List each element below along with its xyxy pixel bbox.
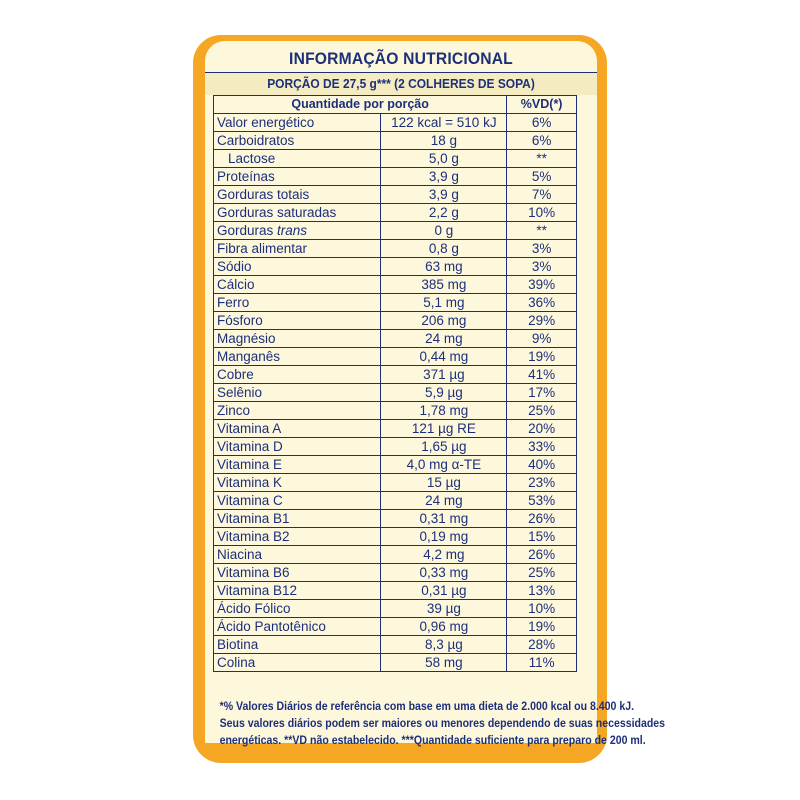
table-row bbox=[214, 582, 577, 600]
table-row bbox=[214, 132, 577, 150]
portion-text: PORÇÃO DE 27,5 g*** (2 COLHERES DE SOPA) bbox=[267, 76, 535, 91]
nutrient-vd: 36% bbox=[507, 294, 577, 312]
footnote-line: *% Valores Diários de referência com base em uma dieta de 2.000 kcal ou 8.400 kJ. bbox=[219, 699, 635, 713]
nutrient-vd: 26% bbox=[507, 546, 577, 564]
table-row bbox=[214, 438, 577, 456]
table-row bbox=[214, 564, 577, 582]
nutrient-amount: 3,9 g bbox=[381, 168, 507, 186]
nutrient-name: Zinco bbox=[214, 402, 381, 420]
nutrient-vd: ** bbox=[507, 222, 577, 240]
table-row bbox=[214, 402, 577, 420]
table-row bbox=[214, 186, 577, 204]
nutrient-amount: 0,31 mg bbox=[381, 510, 507, 528]
table-row bbox=[214, 618, 577, 636]
nutrient-name: Vitamina B6 bbox=[214, 564, 381, 582]
table-row bbox=[214, 312, 577, 330]
nutrient-name: Vitamina B2 bbox=[214, 528, 381, 546]
table-row bbox=[214, 240, 577, 258]
nutrient-amount: 0,19 mg bbox=[381, 528, 507, 546]
nutrient-amount: 0 g bbox=[381, 222, 507, 240]
table-row bbox=[214, 114, 577, 132]
nutrient-name: Gorduras trans bbox=[214, 222, 381, 240]
nutrient-amount: 2,2 g bbox=[381, 204, 507, 222]
nutrient-amount: 0,8 g bbox=[381, 240, 507, 258]
table-row bbox=[214, 528, 577, 546]
nutrient-vd: 39% bbox=[507, 276, 577, 294]
table-row bbox=[214, 600, 577, 618]
nutrient-amount: 0,33 mg bbox=[381, 564, 507, 582]
table-row bbox=[214, 294, 577, 312]
nutrient-vd: 26% bbox=[507, 510, 577, 528]
table-row bbox=[214, 330, 577, 348]
table-row bbox=[214, 276, 577, 294]
nutrient-amount: 39 µg bbox=[381, 600, 507, 618]
table-row bbox=[214, 204, 577, 222]
table-row bbox=[214, 366, 577, 384]
nutrient-name: Sódio bbox=[214, 258, 381, 276]
nutrient-vd: 5% bbox=[507, 168, 577, 186]
nutrient-vd: 23% bbox=[507, 474, 577, 492]
nutrition-rows bbox=[214, 114, 577, 672]
nutrient-vd: 6% bbox=[507, 132, 577, 150]
header-quantity: Quantidade por porção bbox=[214, 96, 507, 114]
nutrient-vd: 6% bbox=[507, 114, 577, 132]
nutrient-vd: 29% bbox=[507, 312, 577, 330]
nutrient-amount: 1,65 µg bbox=[381, 438, 507, 456]
nutrient-name: Gorduras saturadas bbox=[214, 204, 381, 222]
nutrient-name: Vitamina E bbox=[214, 456, 381, 474]
nutrient-vd: 7% bbox=[507, 186, 577, 204]
nutrient-name: Vitamina A bbox=[214, 420, 381, 438]
nutrient-amount: 4,2 mg bbox=[381, 546, 507, 564]
nutrient-amount: 4,0 mg α-TE bbox=[381, 456, 507, 474]
table-row bbox=[214, 168, 577, 186]
nutrient-name: Ácido Fólico bbox=[214, 600, 381, 618]
nutrient-amount: 18 g bbox=[381, 132, 507, 150]
nutrient-name: Vitamina D bbox=[214, 438, 381, 456]
nutrient-name: Vitamina B1 bbox=[214, 510, 381, 528]
table-row bbox=[214, 456, 577, 474]
nutrient-vd: 11% bbox=[507, 654, 577, 672]
nutrient-amount: 58 mg bbox=[381, 654, 507, 672]
nutrient-amount: 5,0 g bbox=[381, 150, 507, 168]
nutrient-amount: 5,9 µg bbox=[381, 384, 507, 402]
nutrient-name: Vitamina B12 bbox=[214, 582, 381, 600]
table-row bbox=[214, 636, 577, 654]
nutrient-amount: 5,1 mg bbox=[381, 294, 507, 312]
nutrient-vd: 28% bbox=[507, 636, 577, 654]
table-row bbox=[214, 546, 577, 564]
table-row bbox=[214, 222, 577, 240]
nutrient-vd: ** bbox=[507, 150, 577, 168]
nutrient-name: Colina bbox=[214, 654, 381, 672]
nutrient-amount: 371 µg bbox=[381, 366, 507, 384]
nutrient-name: Ferro bbox=[214, 294, 381, 312]
table-row bbox=[214, 474, 577, 492]
nutrient-amount: 0,44 mg bbox=[381, 348, 507, 366]
nutrient-amount: 385 mg bbox=[381, 276, 507, 294]
nutrient-name: Valor energético bbox=[214, 114, 381, 132]
nutrient-amount: 1,78 mg bbox=[381, 402, 507, 420]
trans-italic: trans bbox=[277, 223, 308, 238]
nutrient-name: Fósforo bbox=[214, 312, 381, 330]
nutrient-name: Selênio bbox=[214, 384, 381, 402]
nutrient-vd: 13% bbox=[507, 582, 577, 600]
table-row bbox=[214, 510, 577, 528]
table-row bbox=[214, 420, 577, 438]
nutrient-amount: 122 kcal = 510 kJ bbox=[381, 114, 507, 132]
nutrient-vd: 10% bbox=[507, 600, 577, 618]
nutrient-amount: 24 mg bbox=[381, 330, 507, 348]
nutrient-name: Vitamina K bbox=[214, 474, 381, 492]
nutrient-vd: 25% bbox=[507, 402, 577, 420]
table-row bbox=[214, 150, 577, 168]
nutrient-name: Proteínas bbox=[214, 168, 381, 186]
nutrient-vd: 19% bbox=[507, 618, 577, 636]
footnote-line: Seus valores diários podem ser maiores ou menores dependendo de suas necessidades bbox=[219, 716, 666, 730]
nutrient-name: Cálcio bbox=[214, 276, 381, 294]
nutrient-amount: 63 mg bbox=[381, 258, 507, 276]
table-row bbox=[214, 258, 577, 276]
nutrient-amount: 15 µg bbox=[381, 474, 507, 492]
nutrient-vd: 41% bbox=[507, 366, 577, 384]
nutrient-name: Fibra alimentar bbox=[214, 240, 381, 258]
table-row bbox=[214, 654, 577, 672]
nutrient-vd: 9% bbox=[507, 330, 577, 348]
nutrient-vd: 19% bbox=[507, 348, 577, 366]
nutrient-vd: 10% bbox=[507, 204, 577, 222]
nutrient-amount: 0,96 mg bbox=[381, 618, 507, 636]
table-row bbox=[214, 348, 577, 366]
nutrient-vd: 40% bbox=[507, 456, 577, 474]
nutrient-amount: 206 mg bbox=[381, 312, 507, 330]
nutrient-name: Lactose bbox=[214, 150, 381, 168]
label-title: INFORMAÇÃO NUTRICIONAL bbox=[289, 49, 513, 68]
table-header-row bbox=[214, 96, 577, 114]
nutrient-vd: 25% bbox=[507, 564, 577, 582]
nutrition-label-panel bbox=[193, 35, 666, 763]
nutrient-name: Manganês bbox=[214, 348, 381, 366]
nutrient-vd: 17% bbox=[507, 384, 577, 402]
nutrient-name: Niacina bbox=[214, 546, 381, 564]
nutrient-name: Magnésio bbox=[214, 330, 381, 348]
nutrient-vd: 20% bbox=[507, 420, 577, 438]
footnote bbox=[219, 698, 666, 749]
nutrient-name: Cobre bbox=[214, 366, 381, 384]
table-row bbox=[214, 492, 577, 510]
nutrient-amount: 121 µg RE bbox=[381, 420, 507, 438]
nutrient-name: Gorduras totais bbox=[214, 186, 381, 204]
nutrient-amount: 3,9 g bbox=[381, 186, 507, 204]
header-vd: %VD(*) bbox=[507, 96, 577, 114]
nutrient-vd: 53% bbox=[507, 492, 577, 510]
nutrient-name: Biotina bbox=[214, 636, 381, 654]
table-row bbox=[214, 384, 577, 402]
nutrient-vd: 15% bbox=[507, 528, 577, 546]
nutrition-label-inner bbox=[205, 41, 666, 743]
nutrient-amount: 0,31 µg bbox=[381, 582, 507, 600]
nutrient-name: Carboidratos bbox=[214, 132, 381, 150]
nutrient-name: Ácido Pantotênico bbox=[214, 618, 381, 636]
nutrient-name: Vitamina C bbox=[214, 492, 381, 510]
footnote-line: energéticas. **VD não estabelecido. ***Quantidade suficiente para preparo de 200 ml. bbox=[219, 733, 646, 747]
nutrient-vd: 33% bbox=[507, 438, 577, 456]
nutrition-table bbox=[213, 95, 577, 672]
nutrient-vd: 3% bbox=[507, 240, 577, 258]
nutrient-amount: 8,3 µg bbox=[381, 636, 507, 654]
nutrient-amount: 24 mg bbox=[381, 492, 507, 510]
nutrient-vd: 3% bbox=[507, 258, 577, 276]
